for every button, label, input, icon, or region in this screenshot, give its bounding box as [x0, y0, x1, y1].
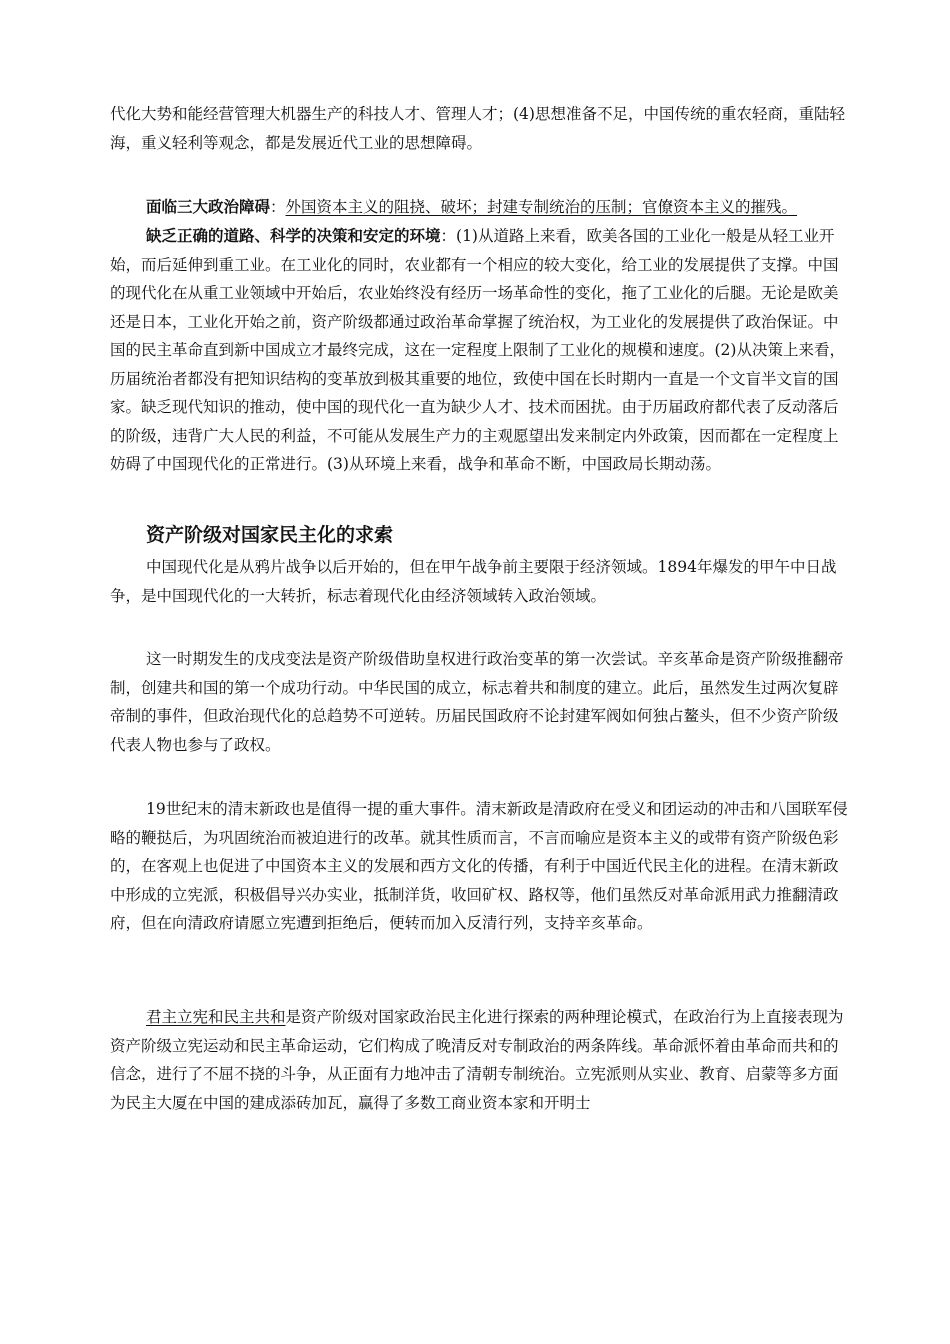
separator: ：	[270, 198, 286, 216]
underlined-text: 君主立宪和民主共和	[146, 1008, 286, 1026]
section-heading: 资产阶级对国家民主化的求索	[146, 524, 394, 546]
paragraph-text: 19世纪末的清末新政也是值得一提的重大事件。清末新政是清政府在受义和团运动的冲击和八国联军侵略的鞭挞后，为巩固统治而被迫进行的改革。就其性质而言，不言而喻应是资本主义的或带有资产阶级色彩的，在客观上也促进了中国资本主义的发展和西方文化的传播，有利于中国近代民主化的进程。在清末新政中形成的立宪派，积极倡导兴办实业，抵制洋货，收回矿权、路权等，他们虽然反对革命派用武力推翻清政府，但在向清政府请愿立宪遭到拒绝后，便转而加入反清行列，支持辛亥革命。	[110, 800, 848, 932]
bold-lead: 缺乏正确的道路、科学的决策和安定的环境	[146, 227, 441, 245]
paragraph-text: ：(1)从道路上来看，欧美各国的工业化一般是从轻工业开始，而后延伸到重工业。在工业化的同时，农业都有一个相应的较大变化，给工业的发展提供了支撑。中国的现代化在从重工业领域中开始后，农业始终没有经历一场革命性的变化，拖了工业化的后腿。无论是欧美还是日本，工业化开始之前，资产阶级都通过政治革命掌握了统治权，为工业化的发展提供了政治保证。中国的民主革命直到新中国成立才最终完成，这在一定程度上限制了工业化的规模和速度。(2)从决策上来看，历届统治者都没有把知识结构的变革放到极其重要的地位，致使中国在长时期内一直是一个文盲半文盲的国家。缺乏现代知识的推动，使中国的现代化一直为缺少人才、技术而困扰。由于历届政府都代表了反动落后的阶级，违背广大人民的利益，不可能从发展生产力的主观愿望出发来制定内外政策，因而都在一定程度上妨碍了中国现代化的正常进行。(3)从环境上来看，战争和革命不断，中国政局长期动荡。	[110, 227, 845, 473]
paragraph-lack-of-path	[110, 222, 850, 479]
paragraph-industrial-obstacles-end	[110, 100, 850, 157]
paragraph-text: 代化大势和能经营管理大机器生产的科技人才、管理人才；(4)思想准备不足，中国传统的重农轻商，重陆轻海，重义轻利等观念，都是发展近代工业的思想障碍。	[110, 105, 845, 152]
bold-lead: 面临三大政治障碍	[146, 198, 271, 216]
paragraph-modernization-start	[110, 553, 850, 610]
paragraph-text: 中国现代化是从鸦片战争以后开始的，但在甲午战争前主要限于经济领域。1894年爆发的甲午中日战争，是中国现代化的一大转折，标志着现代化由经济领域转入政治领域。	[110, 558, 837, 605]
paragraph-late-qing-reform	[110, 795, 850, 938]
paragraph-political-obstacles	[110, 193, 850, 222]
paragraph-text: 这一时期发生的戊戌变法是资产阶级借助皇权进行政治变革的第一次尝试。辛亥革命是资产阶级推翻帝制，创建共和国的第一个成功行动。中华民国的成立，标志着共和制度的建立。此后，虽然发生过两次复辟帝制的事件，但政治现代化的总趋势不可逆转。历届民国政府不论封建军阀如何独占鳌头，但不少资产阶级代表人物也参与了政权。	[110, 650, 844, 754]
underlined-text: 外国资本主义的阻挠、破坏；封建专制统治的压制；官僚资本主义的摧残。	[285, 198, 798, 216]
paragraph-reform-movement	[110, 645, 850, 759]
paragraph-constitutional-vs-republic	[110, 1003, 850, 1117]
paragraph-text: 是资产阶级对国家政治民主化进行探索的两种理论模式，在政治行为上直接表现为资产阶级立宪运动和民主革命运动，它们构成了晚清反对专制政治的两条阵线。革命派怀着由革命而共和的信念，进行了不屈不挠的斗争，从正面有力地冲击了清朝专制统治。立宪派则从实业、教育、启蒙等多方面为民主大厦在中国的建成添砖加瓦，赢得了多数工商业资本家和开明士	[110, 1008, 844, 1112]
